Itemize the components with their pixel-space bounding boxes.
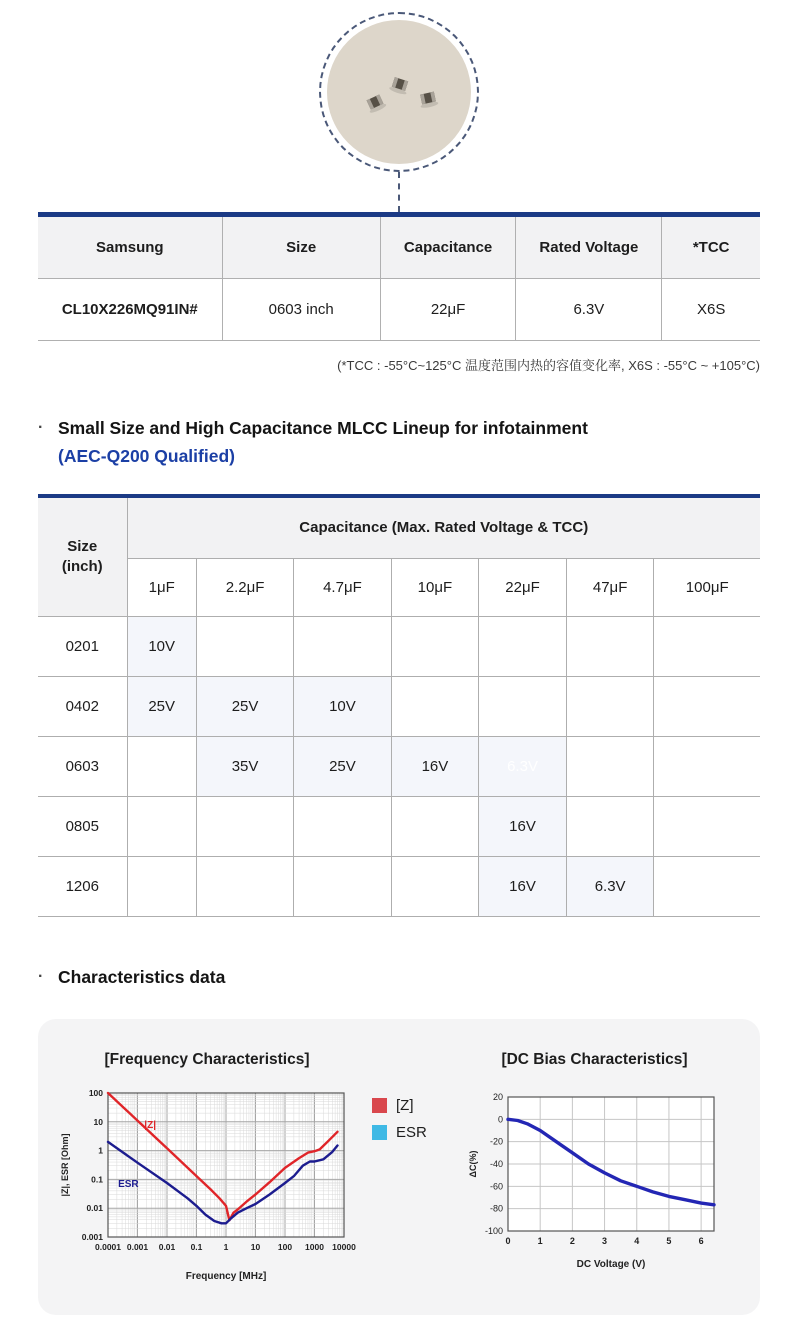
legend-item-esr [372, 1124, 427, 1141]
cell-0402-100uf [654, 676, 760, 736]
legend-swatch-esr [372, 1125, 387, 1140]
part-table-header-samsung: Samsung [38, 215, 222, 279]
corner-header-line2: (inch) [61, 557, 103, 575]
cell-1206-100uf [654, 856, 760, 916]
cell-0402-47uf [566, 676, 654, 736]
legend-item-z [372, 1097, 427, 1114]
callout-connector-line [398, 172, 400, 212]
svg-text:0.01: 0.01 [158, 1241, 176, 1252]
legend-label-esr: ESR [396, 1123, 427, 1141]
part-table-header-rated-voltage: Rated Voltage [516, 215, 662, 279]
cell-0201-4p7uf [294, 616, 391, 676]
col-header-47uf: 47μF [566, 558, 654, 616]
svg-text:|Z|, ESR [Ohm]: |Z|, ESR [Ohm] [60, 1132, 70, 1197]
bullet-icon: · [38, 967, 44, 985]
part-table-header-tcc: *TCC [662, 215, 760, 279]
svg-text:3: 3 [601, 1235, 607, 1246]
legend-label-z: [Z] [396, 1096, 414, 1114]
lineup-row-0201 [38, 616, 760, 676]
svg-text:-100: -100 [484, 1225, 503, 1236]
size-label: 0201 [38, 616, 127, 676]
cell-0402-1uf: 25V [127, 676, 196, 736]
svg-text:1: 1 [223, 1241, 229, 1252]
svg-text:ESR: ESR [118, 1178, 139, 1190]
characteristics-section-title [38, 963, 760, 991]
product-photo [327, 20, 471, 164]
cell-0603-10uf: 16V [391, 736, 479, 796]
size-label: 0805 [38, 796, 127, 856]
cell-0201-1uf: 10V [127, 616, 196, 676]
lineup-matrix-table [38, 494, 760, 917]
lineup-capacitance-header-row [38, 558, 760, 616]
svg-text:10000: 10000 [332, 1241, 356, 1252]
col-header-2p2uf: 2.2μF [196, 558, 293, 616]
col-header-4p7uf: 4.7μF [294, 558, 391, 616]
svg-text:2: 2 [569, 1235, 575, 1246]
lineup-title-line1: Small Size and High Capacitance MLCC Lineup for infotainment [58, 418, 588, 438]
legend-swatch-z [372, 1098, 387, 1113]
svg-text:20: 20 [492, 1091, 503, 1102]
characteristics-card [38, 1019, 760, 1315]
cell-0805-4p7uf [294, 796, 391, 856]
cell-1206-4p7uf [294, 856, 391, 916]
svg-text:|Z|: |Z| [144, 1119, 157, 1131]
svg-text:ΔC(%): ΔC(%) [467, 1150, 478, 1177]
size-label: 1206 [38, 856, 127, 916]
cell-0603-1uf [127, 736, 196, 796]
col-header-1uf: 1μF [127, 558, 196, 616]
cell-1206-2p2uf [196, 856, 293, 916]
lineup-group-header-row [38, 496, 760, 558]
cell-0603-100uf [654, 736, 760, 796]
svg-text:4: 4 [633, 1235, 639, 1246]
lineup-group-header: Capacitance (Max. Rated Voltage & TCC) [127, 496, 760, 558]
cell-0603-2p2uf: 35V [196, 736, 293, 796]
lineup-row-1206 [38, 856, 760, 916]
characteristics-title-text: Characteristics data [58, 966, 226, 987]
svg-text:DC Voltage (V): DC Voltage (V) [576, 1258, 645, 1270]
cell-1206-47uf: 6.3V [566, 856, 654, 916]
lineup-title-text [58, 414, 588, 470]
svg-text:100: 100 [88, 1087, 103, 1098]
part-size-value: 0603 inch [222, 279, 380, 341]
svg-text:0.1: 0.1 [190, 1241, 203, 1252]
cell-0805-22uf: 16V [479, 796, 567, 856]
frequency-chart-block [56, 1051, 450, 1287]
cell-0805-47uf [566, 796, 654, 856]
lineup-title-line2: (AEC-Q200 Qualified) [58, 446, 235, 466]
svg-text:5: 5 [665, 1235, 671, 1246]
frequency-chart-title: [Frequency Characteristics] [104, 1050, 310, 1068]
lineup-row-0402 [38, 676, 760, 736]
lineup-row-0805 [38, 796, 760, 856]
part-rated-voltage-value: 6.3V [516, 279, 662, 341]
svg-text:0.001: 0.001 [81, 1231, 103, 1242]
size-label: 0402 [38, 676, 127, 736]
lineup-corner-header [38, 496, 127, 616]
part-capacitance-value: 22μF [380, 279, 516, 341]
svg-text:Frequency [MHz]: Frequency [MHz] [185, 1270, 267, 1282]
mlcc-chips-illustration [327, 20, 471, 164]
svg-text:100: 100 [277, 1241, 293, 1252]
cell-0201-2p2uf [196, 616, 293, 676]
svg-text:1000: 1000 [305, 1241, 324, 1252]
chart-legend [372, 1097, 427, 1151]
cell-0201-22uf [479, 616, 567, 676]
col-header-10uf: 10μF [391, 558, 479, 616]
part-summary-table [38, 212, 760, 341]
cell-0805-1uf [127, 796, 196, 856]
cell-0402-4p7uf: 10V [294, 676, 391, 736]
product-photo-section [38, 0, 760, 212]
svg-text:0.0001: 0.0001 [95, 1241, 121, 1252]
svg-text:-20: -20 [489, 1136, 503, 1147]
svg-text:0.01: 0.01 [86, 1202, 103, 1213]
part-number: CL10X226MQ91IN# [38, 279, 222, 341]
dc-bias-chart-block [464, 1051, 739, 1287]
svg-text:0: 0 [504, 1235, 511, 1246]
part-table-header-size: Size [222, 215, 380, 279]
lineup-section-title [38, 414, 760, 470]
svg-text:0.1: 0.1 [91, 1173, 103, 1184]
svg-text:-60: -60 [489, 1180, 503, 1191]
col-header-22uf: 22μF [479, 558, 567, 616]
svg-text:1: 1 [537, 1235, 543, 1246]
cell-1206-10uf [391, 856, 479, 916]
frequency-characteristics-chart [56, 1083, 358, 1287]
cell-0805-100uf [654, 796, 760, 856]
lineup-row-0603 [38, 736, 760, 796]
part-tcc-value: X6S [662, 279, 760, 341]
part-table-data-row [38, 279, 760, 341]
cell-1206-22uf: 16V [479, 856, 567, 916]
cell-0805-2p2uf [196, 796, 293, 856]
svg-text:6: 6 [698, 1235, 704, 1246]
cell-0603-22uf-highlighted: 6.3V [479, 736, 567, 796]
cell-1206-1uf [127, 856, 196, 916]
part-table-header-capacitance: Capacitance [380, 215, 516, 279]
cell-0603-4p7uf: 25V [294, 736, 391, 796]
svg-text:10: 10 [250, 1241, 261, 1252]
cell-0603-47uf [566, 736, 654, 796]
cell-0201-10uf [391, 616, 479, 676]
dc-bias-chart-title: [DC Bias Characteristics] [501, 1050, 688, 1068]
svg-text:1: 1 [98, 1145, 103, 1156]
product-photo-dashed-ring [319, 12, 479, 172]
svg-text:0: 0 [497, 1113, 503, 1124]
col-header-100uf: 100μF [654, 558, 760, 616]
cell-0201-47uf [566, 616, 654, 676]
svg-text:0.001: 0.001 [126, 1241, 149, 1252]
cell-0805-10uf [391, 796, 479, 856]
dc-bias-characteristics-chart [464, 1083, 726, 1275]
tcc-footnote: (*TCC : -55°C~125°C 温度范围内热的容值变化率, X6S : -55°C ~ +105°C) [337, 358, 760, 373]
part-table-header-row [38, 215, 760, 279]
cell-0402-2p2uf: 25V [196, 676, 293, 736]
size-label: 0603 [38, 736, 127, 796]
cell-0201-100uf [654, 616, 760, 676]
bullet-icon: · [38, 419, 44, 436]
corner-header-line1: Size [67, 537, 98, 555]
svg-text:10: 10 [93, 1116, 103, 1127]
svg-text:-40: -40 [489, 1158, 503, 1169]
cell-0402-10uf [391, 676, 479, 736]
svg-text:-80: -80 [489, 1203, 503, 1214]
cell-0402-22uf [479, 676, 567, 736]
